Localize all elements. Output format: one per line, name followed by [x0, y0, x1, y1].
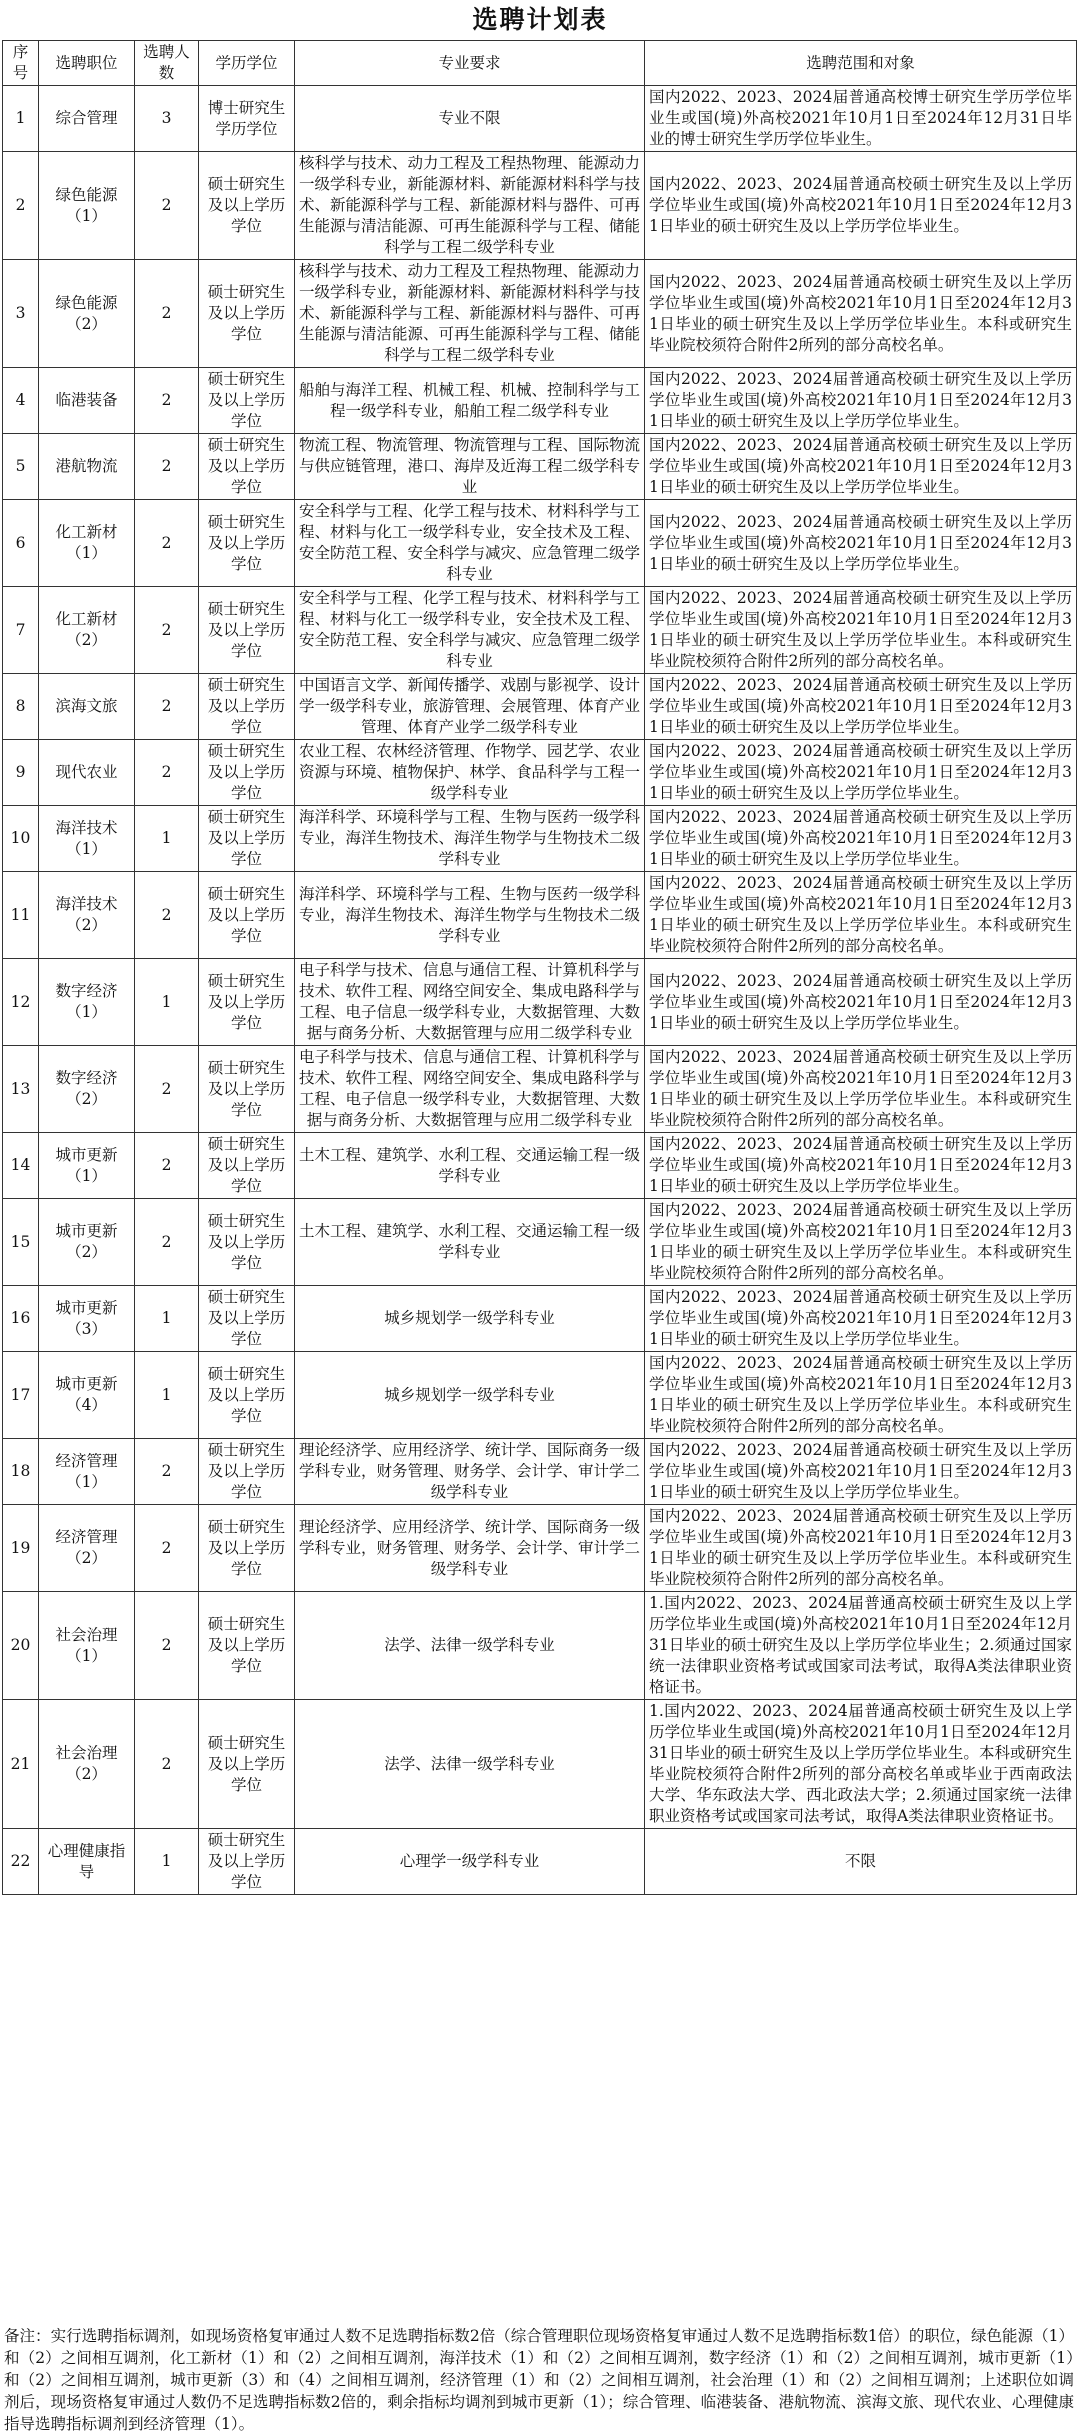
- table-row: [3, 500, 1077, 587]
- row-major-requirement: 城乡规划学一级学科专业: [295, 1286, 645, 1352]
- header-no: 序号: [3, 41, 39, 86]
- row-number: 14: [3, 1133, 39, 1199]
- row-count: 1: [135, 806, 199, 872]
- row-count: 2: [135, 587, 199, 674]
- row-position: 港航物流: [39, 434, 135, 500]
- page-title: 选聘计划表: [472, 5, 608, 34]
- table-row: [3, 1439, 1077, 1505]
- row-major-requirement: 船舶与海洋工程、机械工程、机械、控制科学与工程一级学科专业，船舶工程二级学科专业: [295, 368, 645, 434]
- row-position: 综合管理: [39, 86, 135, 152]
- row-degree: 硕士研究生及以上学历学位: [199, 260, 295, 368]
- row-count: 2: [135, 1592, 199, 1700]
- row-major-requirement: 安全科学与工程、化学工程与技术、材料科学与工程、材料与化工一级学科专业，安全技术及工程、安全防范工程、安全科学与减灾、应急管理二级学科专业: [295, 587, 645, 674]
- row-position: 滨海文旅: [39, 674, 135, 740]
- row-degree: 博士研究生学历学位: [199, 86, 295, 152]
- table-row: [3, 1199, 1077, 1286]
- row-count: 3: [135, 86, 199, 152]
- row-position: 现代农业: [39, 740, 135, 806]
- row-scope: 国内2022、2023、2024届普通高校硕士研究生及以上学历学位毕业生或国(境)外高校2021年10月1日至2024年12月31日毕业的硕士研究生及以上学历学位毕业生。: [645, 806, 1077, 872]
- row-count: 1: [135, 959, 199, 1046]
- row-count: 2: [135, 152, 199, 260]
- row-major-requirement: 电子科学与技术、信息与通信工程、计算机科学与技术、软件工程、网络空间安全、集成电路科学与工程、电子信息一级学科专业，大数据管理、大数据与商务分析、大数据管理与应用二级学科专业: [295, 1046, 645, 1133]
- row-count: 2: [135, 1505, 199, 1592]
- table-row: [3, 434, 1077, 500]
- row-position: 数字经济（1）: [39, 959, 135, 1046]
- row-scope: 国内2022、2023、2024届普通高校硕士研究生及以上学历学位毕业生或国(境)外高校2021年10月1日至2024年12月31日毕业的硕士研究生及以上学历学位毕业生。本科或研究生毕业院校须符合附件2所列的部分高校名单。: [645, 1199, 1077, 1286]
- row-major-requirement: 中国语言文学、新闻传播学、戏剧与影视学、设计学一级学科专业，旅游管理、会展管理、体育产业管理、体育产业学二级学科专业: [295, 674, 645, 740]
- table-row: [3, 1700, 1077, 1829]
- row-position: 心理健康指导: [39, 1829, 135, 1895]
- row-major-requirement: 心理学一级学科专业: [295, 1829, 645, 1895]
- row-number: 21: [3, 1700, 39, 1829]
- row-major-requirement: 物流工程、物流管理、物流管理与工程、国际物流与供应链管理，港口、海岸及近海工程二级学科专业: [295, 434, 645, 500]
- row-degree: 硕士研究生及以上学历学位: [199, 500, 295, 587]
- table-row: [3, 674, 1077, 740]
- row-count: 2: [135, 1199, 199, 1286]
- row-count: 2: [135, 1046, 199, 1133]
- row-number: 10: [3, 806, 39, 872]
- row-major-requirement: 专业不限: [295, 86, 645, 152]
- table-row: [3, 368, 1077, 434]
- row-number: 18: [3, 1439, 39, 1505]
- row-degree: 硕士研究生及以上学历学位: [199, 1199, 295, 1286]
- row-number: 19: [3, 1505, 39, 1592]
- header-degree: 学历学位: [199, 41, 295, 86]
- row-scope: 国内2022、2023、2024届普通高校硕士研究生及以上学历学位毕业生或国(境)外高校2021年10月1日至2024年12月31日毕业的硕士研究生及以上学历学位毕业生。本科或研究生毕业院校须符合附件2所列的部分高校名单。: [645, 260, 1077, 368]
- row-number: 1: [3, 86, 39, 152]
- table-row: [3, 1505, 1077, 1592]
- row-scope: 国内2022、2023、2024届普通高校硕士研究生及以上学历学位毕业生或国(境)外高校2021年10月1日至2024年12月31日毕业的硕士研究生及以上学历学位毕业生。: [645, 674, 1077, 740]
- row-position: 绿色能源（1）: [39, 152, 135, 260]
- row-count: 2: [135, 500, 199, 587]
- row-major-requirement: 电子科学与技术、信息与通信工程、计算机科学与技术、软件工程、网络空间安全、集成电路科学与工程、电子信息一级学科专业，大数据管理、大数据与商务分析、大数据管理与应用二级学科专业: [295, 959, 645, 1046]
- row-count: 1: [135, 1286, 199, 1352]
- table-row: [3, 1829, 1077, 1895]
- row-major-requirement: 法学、法律一级学科专业: [295, 1700, 645, 1829]
- row-major-requirement: 土木工程、建筑学、水利工程、交通运输工程一级学科专业: [295, 1199, 645, 1286]
- row-degree: 硕士研究生及以上学历学位: [199, 1439, 295, 1505]
- row-degree: 硕士研究生及以上学历学位: [199, 1829, 295, 1895]
- row-position: 化工新材（1）: [39, 500, 135, 587]
- row-position: 经济管理（1）: [39, 1439, 135, 1505]
- row-number: 13: [3, 1046, 39, 1133]
- row-number: 6: [3, 500, 39, 587]
- row-count: 2: [135, 740, 199, 806]
- row-position: 城市更新（2）: [39, 1199, 135, 1286]
- table-row: [3, 806, 1077, 872]
- table-row: [3, 86, 1077, 152]
- table-row: [3, 959, 1077, 1046]
- row-major-requirement: 海洋科学、环境科学与工程、生物与医药一级学科专业，海洋生物技术、海洋生物学与生物技术二级学科专业: [295, 806, 645, 872]
- header-scope: 选聘范围和对象: [645, 41, 1077, 86]
- table-row: [3, 260, 1077, 368]
- row-major-requirement: 海洋科学、环境科学与工程、生物与医药一级学科专业，海洋生物技术、海洋生物学与生物技术二级学科专业: [295, 872, 645, 959]
- header-major: 专业要求: [295, 41, 645, 86]
- row-degree: 硕士研究生及以上学历学位: [199, 740, 295, 806]
- row-number: 12: [3, 959, 39, 1046]
- row-position: 临港装备: [39, 368, 135, 434]
- row-degree: 硕士研究生及以上学历学位: [199, 806, 295, 872]
- row-position: 绿色能源（2）: [39, 260, 135, 368]
- row-degree: 硕士研究生及以上学历学位: [199, 152, 295, 260]
- row-scope: 国内2022、2023、2024届普通高校硕士研究生及以上学历学位毕业生或国(境)外高校2021年10月1日至2024年12月31日毕业的硕士研究生及以上学历学位毕业生。: [645, 368, 1077, 434]
- row-number: 11: [3, 872, 39, 959]
- row-degree: 硕士研究生及以上学历学位: [199, 587, 295, 674]
- row-position: 数字经济（2）: [39, 1046, 135, 1133]
- row-major-requirement: 法学、法律一级学科专业: [295, 1592, 645, 1700]
- row-degree: 硕士研究生及以上学历学位: [199, 1592, 295, 1700]
- row-position: 城市更新（4）: [39, 1352, 135, 1439]
- row-count: 1: [135, 1352, 199, 1439]
- row-major-requirement: 安全科学与工程、化学工程与技术、材料科学与工程、材料与化工一级学科专业，安全技术及工程、安全防范工程、安全科学与减灾、应急管理二级学科专业: [295, 500, 645, 587]
- row-count: 2: [135, 872, 199, 959]
- table-row: [3, 1046, 1077, 1133]
- row-number: 2: [3, 152, 39, 260]
- row-position: 经济管理（2）: [39, 1505, 135, 1592]
- row-degree: 硕士研究生及以上学历学位: [199, 1505, 295, 1592]
- row-scope: 国内2022、2023、2024届普通高校硕士研究生及以上学历学位毕业生或国(境)外高校2021年10月1日至2024年12月31日毕业的硕士研究生及以上学历学位毕业生。: [645, 959, 1077, 1046]
- row-number: 22: [3, 1829, 39, 1895]
- row-position: 社会治理（1）: [39, 1592, 135, 1700]
- row-degree: 硕士研究生及以上学历学位: [199, 959, 295, 1046]
- table-row: [3, 740, 1077, 806]
- row-degree: 硕士研究生及以上学历学位: [199, 674, 295, 740]
- table-body: [3, 86, 1077, 1895]
- row-count: 2: [135, 1133, 199, 1199]
- row-scope: 国内2022、2023、2024届普通高校硕士研究生及以上学历学位毕业生或国(境)外高校2021年10月1日至2024年12月31日毕业的硕士研究生及以上学历学位毕业生。: [645, 1439, 1077, 1505]
- row-number: 7: [3, 587, 39, 674]
- row-scope: 国内2022、2023、2024届普通高校硕士研究生及以上学历学位毕业生或国(境)外高校2021年10月1日至2024年12月31日毕业的硕士研究生及以上学历学位毕业生。本科或研究生毕业院校须符合附件2所列的部分高校名单。: [645, 1505, 1077, 1592]
- row-major-requirement: 核科学与技术、动力工程及工程热物理、能源动力一级学科专业，新能源材料、新能源材料科学与技术、新能源科学与工程、新能源材料与器件、可再生能源与清洁能源、可再生能源科学与工程、储能科学与工程二级学科专业: [295, 260, 645, 368]
- row-number: 17: [3, 1352, 39, 1439]
- row-degree: 硕士研究生及以上学历学位: [199, 1046, 295, 1133]
- row-major-requirement: 农业工程、农林经济管理、作物学、园艺学、农业资源与环境、植物保护、林学、食品科学与工程一级学科专业: [295, 740, 645, 806]
- row-count: 2: [135, 1439, 199, 1505]
- table-row: [3, 872, 1077, 959]
- row-degree: 硕士研究生及以上学历学位: [199, 1286, 295, 1352]
- recruitment-plan-table: [2, 40, 1077, 1895]
- row-scope: 国内2022、2023、2024届普通高校硕士研究生及以上学历学位毕业生或国(境)外高校2021年10月1日至2024年12月31日毕业的硕士研究生及以上学历学位毕业生。本科或研究生毕业院校须符合附件2所列的部分高校名单。: [645, 872, 1077, 959]
- row-position: 城市更新（3）: [39, 1286, 135, 1352]
- table-row: [3, 1286, 1077, 1352]
- header-count: 选聘人数: [135, 41, 199, 86]
- row-position: 社会治理（2）: [39, 1700, 135, 1829]
- row-position: 城市更新（1）: [39, 1133, 135, 1199]
- footnote: 备注：实行选聘指标调剂，如现场资格复审通过人数不足选聘指标数2倍（综合管理职位现场资格复审通过人数不足选聘指标数1倍）的职位，绿色能源（1）和（2）之间相互调剂，化工新材（1）和（2）之间相互调剂，海洋技术（1）和（2）之间相互调剂，数字经济（1）和（2）之间相互调剂，城市更新（1）和（2）之间相互调剂，城市更新（3）和（4）之间相互调剂，经济管理（1）和（2）之间相互调剂，社会治理（1）和（2）之间相互调剂；上述职位如调剂后，现场资格复审通过人数仍不足选聘指标数2倍的，剩余指标均调剂到城市更新（1）；综合管理、临港装备、港航物流、滨海文旅、现代农业、心理健康指导选聘指标调剂到经济管理（1）。: [4, 2327, 1074, 2433]
- row-degree: 硕士研究生及以上学历学位: [199, 1133, 295, 1199]
- row-number: 15: [3, 1199, 39, 1286]
- row-count: 2: [135, 368, 199, 434]
- table-row: [3, 1133, 1077, 1199]
- row-scope: 1.国内2022、2023、2024届普通高校硕士研究生及以上学历学位毕业生或国(境)外高校2021年10月1日至2024年12月31日毕业的硕士研究生及以上学历学位毕业生；2.须通过国家统一法律职业资格考试或国家司法考试，取得A类法律职业资格证书。: [645, 1592, 1077, 1700]
- row-number: 9: [3, 740, 39, 806]
- row-degree: 硕士研究生及以上学历学位: [199, 368, 295, 434]
- row-number: 8: [3, 674, 39, 740]
- row-major-requirement: 理论经济学、应用经济学、统计学、国际商务一级学科专业，财务管理、财务学、会计学、审计学二级学科专业: [295, 1505, 645, 1592]
- row-scope: 国内2022、2023、2024届普通高校硕士研究生及以上学历学位毕业生或国(境)外高校2021年10月1日至2024年12月31日毕业的硕士研究生及以上学历学位毕业生。: [645, 152, 1077, 260]
- row-number: 16: [3, 1286, 39, 1352]
- table-row: [3, 587, 1077, 674]
- row-count: 2: [135, 674, 199, 740]
- row-number: 20: [3, 1592, 39, 1700]
- table-row: [3, 1352, 1077, 1439]
- row-degree: 硕士研究生及以上学历学位: [199, 434, 295, 500]
- row-scope: 国内2022、2023、2024届普通高校硕士研究生及以上学历学位毕业生或国(境)外高校2021年10月1日至2024年12月31日毕业的硕士研究生及以上学历学位毕业生。: [645, 1286, 1077, 1352]
- row-scope: 国内2022、2023、2024届普通高校硕士研究生及以上学历学位毕业生或国(境)外高校2021年10月1日至2024年12月31日毕业的硕士研究生及以上学历学位毕业生。: [645, 1133, 1077, 1199]
- row-scope: 国内2022、2023、2024届普通高校硕士研究生及以上学历学位毕业生或国(境)外高校2021年10月1日至2024年12月31日毕业的硕士研究生及以上学历学位毕业生。: [645, 434, 1077, 500]
- row-degree: 硕士研究生及以上学历学位: [199, 872, 295, 959]
- row-major-requirement: 城乡规划学一级学科专业: [295, 1352, 645, 1439]
- row-position: 海洋技术（1）: [39, 806, 135, 872]
- row-number: 5: [3, 434, 39, 500]
- row-count: 2: [135, 1700, 199, 1829]
- row-number: 3: [3, 260, 39, 368]
- row-scope: 国内2022、2023、2024届普通高校博士研究生学历学位毕业生或国(境)外高校2021年10月1日至2024年12月31日毕业的博士研究生学历学位毕业生。: [645, 86, 1077, 152]
- row-scope: 国内2022、2023、2024届普通高校硕士研究生及以上学历学位毕业生或国(境)外高校2021年10月1日至2024年12月31日毕业的硕士研究生及以上学历学位毕业生。本科或研究生毕业院校须符合附件2所列的部分高校名单。: [645, 587, 1077, 674]
- row-scope: 国内2022、2023、2024届普通高校硕士研究生及以上学历学位毕业生或国(境)外高校2021年10月1日至2024年12月31日毕业的硕士研究生及以上学历学位毕业生。本科或研究生毕业院校须符合附件2所列的部分高校名单。: [645, 1352, 1077, 1439]
- row-count: 2: [135, 260, 199, 368]
- row-number: 4: [3, 368, 39, 434]
- row-scope: 国内2022、2023、2024届普通高校硕士研究生及以上学历学位毕业生或国(境)外高校2021年10月1日至2024年12月31日毕业的硕士研究生及以上学历学位毕业生。: [645, 740, 1077, 806]
- row-count: 2: [135, 434, 199, 500]
- row-position: 海洋技术（2）: [39, 872, 135, 959]
- row-major-requirement: 核科学与技术、动力工程及工程热物理、能源动力一级学科专业，新能源材料、新能源材料科学与技术、新能源科学与工程、新能源材料与器件、可再生能源与清洁能源、可再生能源科学与工程、储能科学与工程二级学科专业: [295, 152, 645, 260]
- table-row: [3, 152, 1077, 260]
- row-scope: 不限: [645, 1829, 1077, 1895]
- row-major-requirement: 理论经济学、应用经济学、统计学、国际商务一级学科专业，财务管理、财务学、会计学、审计学二级学科专业: [295, 1439, 645, 1505]
- row-position: 化工新材（2）: [39, 587, 135, 674]
- row-scope: 国内2022、2023、2024届普通高校硕士研究生及以上学历学位毕业生或国(境)外高校2021年10月1日至2024年12月31日毕业的硕士研究生及以上学历学位毕业生。本科或研究生毕业院校须符合附件2所列的部分高校名单。: [645, 1046, 1077, 1133]
- table-header-row: [3, 41, 1077, 86]
- row-degree: 硕士研究生及以上学历学位: [199, 1352, 295, 1439]
- header-position: 选聘职位: [39, 41, 135, 86]
- row-major-requirement: 土木工程、建筑学、水利工程、交通运输工程一级学科专业: [295, 1133, 645, 1199]
- row-degree: 硕士研究生及以上学历学位: [199, 1700, 295, 1829]
- row-scope: 国内2022、2023、2024届普通高校硕士研究生及以上学历学位毕业生或国(境)外高校2021年10月1日至2024年12月31日毕业的硕士研究生及以上学历学位毕业生。: [645, 500, 1077, 587]
- table-row: [3, 1592, 1077, 1700]
- row-count: 1: [135, 1829, 199, 1895]
- row-scope: 1.国内2022、2023、2024届普通高校硕士研究生及以上学历学位毕业生或国(境)外高校2021年10月1日至2024年12月31日毕业的硕士研究生及以上学历学位毕业生。本科或研究生毕业院校须符合附件2所列的部分高校名单或毕业于西南政法大学、华东政法大学、西北政法大学；2.须通过国家统一法律职业资格考试或国家司法考试，取得A类法律职业资格证书。: [645, 1700, 1077, 1829]
